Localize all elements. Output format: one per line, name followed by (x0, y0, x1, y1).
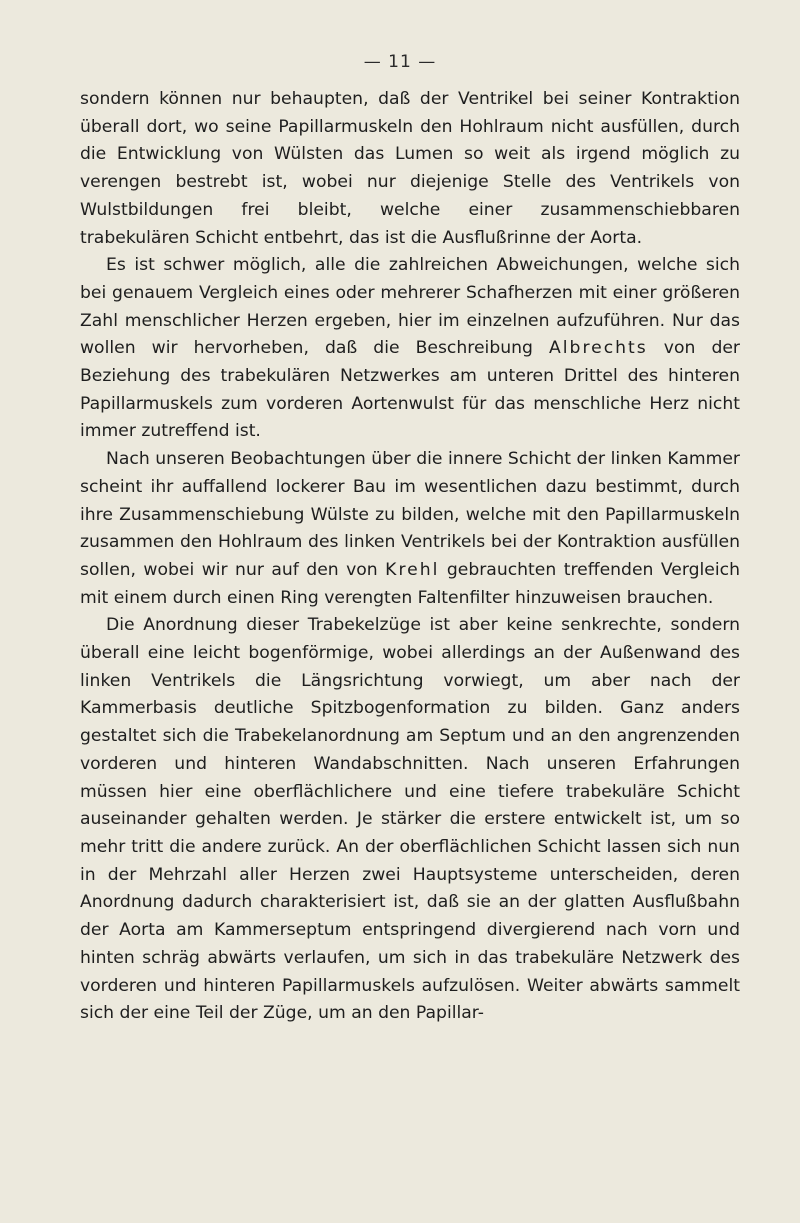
body-text (80, 86, 740, 1028)
paragraph-3 (80, 446, 740, 612)
paragraph-2 (80, 252, 740, 446)
author-name-albrecht: Albrechts (549, 338, 648, 359)
paragraph-2-after: von der Beziehung des trabekulären Netzwerkes am unteren Drittel des hinteren Papillarmuskels zum vorderen Aortenwulst für das menschliche Herz nicht immer zutreffend ist. (80, 338, 741, 442)
paragraph-2-before: Es ist schwer möglich, alle die zahlreichen Abweichungen, welche sich bei genauem Vergleich eines oder mehrerer Schafherzen mit einer größeren Zahl menschlicher Herzen ergeben, hier im einzelnen aufzuführen. Nur das wollen wir hervorheben, daß die Beschreibung (80, 255, 740, 359)
author-name-krehl: Krehl (385, 559, 440, 580)
paragraph-3-before: Nach unseren Beobachtungen über die innere Schicht der linken Kammer scheint ihr auffallend lockerer Bau im wesentlichen dazu bestimmt, durch ihre Zusammenschiebung Wülste zu bilden, welche mit den Papillarmuskeln zusammen den Hohlraum des linken Ventrikels bei der Kontraktion ausfüllen sollen, wobei wir nur auf den von (80, 449, 740, 580)
paragraph-1: sondern können nur behaupten, daß der Ventrikel bei seiner Kontraktion überall dort, wo seine Papillarmuskeln den Hohlraum nicht ausfüllen, durch die Entwicklung von Wülsten das Lumen so weit als irgend möglich zu verengen bestrebt ist, wobei nur diejenige Stelle des Ventrikels von Wulstbildungen frei bleibt, welche einer zusammenschiebbaren trabekulären Schicht entbehrt, das ist die Ausflußrinne der Aorta. (80, 89, 740, 248)
page-number: — 11 — (363, 52, 437, 72)
paragraph-4: Die Anordnung dieser Trabekelzüge ist aber keine senkrechte, sondern überall eine leicht bogenförmige, wobei allerdings an der Außenwand des linken Ventrikels die Längsrichtung vorwiegt, um aber nach der Kammerbasis deutliche Spitzbogenformation zu bilden. Ganz anders gestaltet sich die Trabekelanordnung am Septum und an den angrenzenden vorderen und hinteren Wandabschnitten. Nach unseren Erfahrungen müssen hier eine oberflächlichere und eine tiefere trabekuläre Schicht auseinander gehalten werden. Je stärker die erstere entwickelt ist, um so mehr tritt die andere zurück. An der oberflächlichen Schicht lassen sich nun in der Mehrzahl aller Herzen zwei Hauptsysteme unterscheiden, deren Anordnung dadurch charakterisiert ist, daß sie an der glatten Ausflußbahn der Aorta am Kammerseptum entspringend divergierend nach vorn und hinten schräg abwärts verlaufen, um sich in das trabekuläre Netzwerk des vorderen und hinteren Papillarmuskels aufzulösen. Weiter abwärts sammelt sich der eine Teil der Züge, um an den Papillar- (80, 615, 740, 1024)
paragraph-3-after: gebrauchten treffenden Vergleich mit einem durch einen Ring verengten Faltenfilter hinzuweisen brauchen. (80, 559, 741, 608)
